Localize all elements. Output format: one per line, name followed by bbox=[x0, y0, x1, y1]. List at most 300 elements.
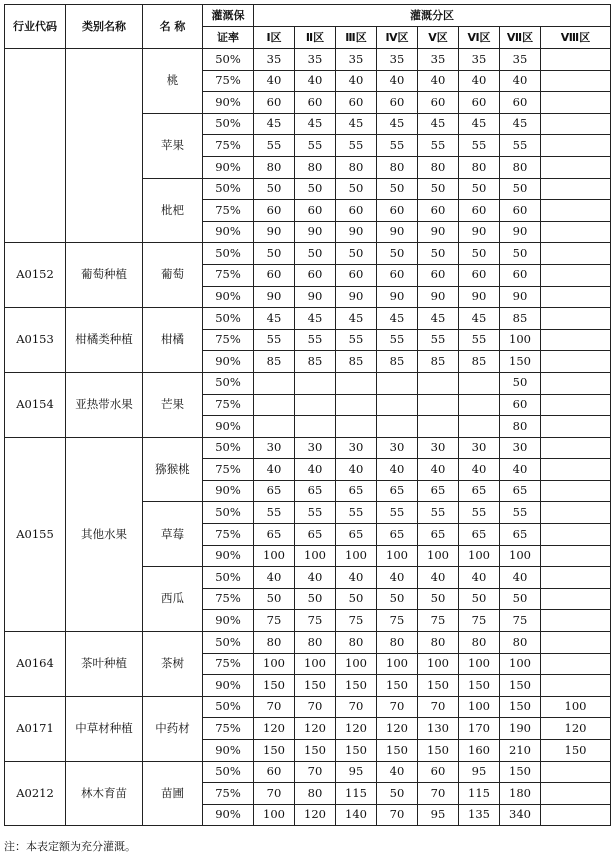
quota-value-zone-5: 65 bbox=[418, 480, 459, 502]
quota-value-zone-1: 85 bbox=[254, 351, 295, 373]
quota-value-zone-7: 40 bbox=[500, 70, 541, 92]
quota-value-zone-5: 50 bbox=[418, 588, 459, 610]
quota-value-zone-2: 60 bbox=[295, 264, 336, 286]
header-guarantee-bottom: 证率 bbox=[203, 27, 254, 49]
quota-value-zone-8 bbox=[541, 545, 611, 567]
quota-value-zone-2: 80 bbox=[295, 156, 336, 178]
quota-value-zone-1: 45 bbox=[254, 308, 295, 330]
crop-name: 枇杷 bbox=[143, 178, 203, 243]
quota-value-zone-8: 100 bbox=[541, 696, 611, 718]
quota-value-zone-1: 120 bbox=[254, 718, 295, 740]
quota-value-zone-7: 190 bbox=[500, 718, 541, 740]
quota-value-zone-6: 40 bbox=[459, 70, 500, 92]
quota-value-zone-1: 150 bbox=[254, 740, 295, 762]
crop-name: 葡萄 bbox=[143, 243, 203, 308]
quota-value-zone-4: 50 bbox=[377, 243, 418, 265]
guarantee-rate: 90% bbox=[203, 610, 254, 632]
quota-value-zone-3: 60 bbox=[336, 200, 377, 222]
guarantee-rate: 75% bbox=[203, 329, 254, 351]
quota-value-zone-2: 65 bbox=[295, 524, 336, 546]
quota-value-zone-2: 50 bbox=[295, 178, 336, 200]
quota-value-zone-2: 100 bbox=[295, 545, 336, 567]
quota-value-zone-1 bbox=[254, 372, 295, 394]
quota-value-zone-1: 60 bbox=[254, 200, 295, 222]
industry-code: A0152 bbox=[5, 243, 66, 308]
quota-value-zone-3: 50 bbox=[336, 178, 377, 200]
quota-value-zone-4: 35 bbox=[377, 49, 418, 71]
quota-value-zone-6: 55 bbox=[459, 329, 500, 351]
quota-value-zone-8 bbox=[541, 502, 611, 524]
quota-value-zone-2: 40 bbox=[295, 567, 336, 589]
quota-value-zone-8 bbox=[541, 92, 611, 114]
quota-value-zone-3: 55 bbox=[336, 135, 377, 157]
quota-value-zone-3: 90 bbox=[336, 221, 377, 243]
quota-value-zone-2: 90 bbox=[295, 286, 336, 308]
quota-value-zone-1: 100 bbox=[254, 653, 295, 675]
category-name: 其他水果 bbox=[66, 437, 143, 631]
quota-value-zone-7: 150 bbox=[500, 696, 541, 718]
quota-value-zone-5: 100 bbox=[418, 545, 459, 567]
category-name: 柑橘类种植 bbox=[66, 308, 143, 373]
quota-value-zone-1: 100 bbox=[254, 804, 295, 826]
quota-value-zone-6: 55 bbox=[459, 502, 500, 524]
quota-value-zone-8 bbox=[541, 49, 611, 71]
quota-value-zone-6: 90 bbox=[459, 286, 500, 308]
guarantee-rate: 50% bbox=[203, 632, 254, 654]
quota-value-zone-4: 150 bbox=[377, 740, 418, 762]
quota-value-zone-3: 65 bbox=[336, 524, 377, 546]
header-zone-7: Ⅶ区 bbox=[500, 27, 541, 49]
quota-value-zone-4: 40 bbox=[377, 70, 418, 92]
quota-value-zone-8 bbox=[541, 588, 611, 610]
quota-value-zone-1: 35 bbox=[254, 49, 295, 71]
table-row bbox=[5, 632, 611, 654]
quota-value-zone-8 bbox=[541, 394, 611, 416]
quota-value-zone-3: 120 bbox=[336, 718, 377, 740]
header-zone-6: Ⅵ区 bbox=[459, 27, 500, 49]
quota-value-zone-7: 100 bbox=[500, 545, 541, 567]
quota-value-zone-8 bbox=[541, 632, 611, 654]
quota-value-zone-5: 150 bbox=[418, 675, 459, 697]
quota-value-zone-3: 45 bbox=[336, 308, 377, 330]
quota-value-zone-5: 45 bbox=[418, 113, 459, 135]
quota-value-zone-8 bbox=[541, 675, 611, 697]
quota-value-zone-1: 70 bbox=[254, 783, 295, 805]
guarantee-rate: 50% bbox=[203, 243, 254, 265]
guarantee-rate: 50% bbox=[203, 113, 254, 135]
quota-value-zone-5: 45 bbox=[418, 308, 459, 330]
quota-value-zone-1: 50 bbox=[254, 588, 295, 610]
quota-value-zone-2: 120 bbox=[295, 718, 336, 740]
quota-value-zone-4 bbox=[377, 394, 418, 416]
guarantee-rate: 90% bbox=[203, 92, 254, 114]
quota-value-zone-6: 150 bbox=[459, 675, 500, 697]
quota-table-wrapper bbox=[4, 4, 611, 826]
category-name: 中草材种植 bbox=[66, 696, 143, 761]
industry-code: A0164 bbox=[5, 632, 66, 697]
quota-value-zone-8 bbox=[541, 135, 611, 157]
quota-value-zone-4: 30 bbox=[377, 437, 418, 459]
quota-value-zone-6 bbox=[459, 372, 500, 394]
quota-value-zone-7: 90 bbox=[500, 221, 541, 243]
guarantee-rate: 50% bbox=[203, 502, 254, 524]
quota-value-zone-8 bbox=[541, 243, 611, 265]
quota-value-zone-4: 40 bbox=[377, 459, 418, 481]
quota-value-zone-7: 340 bbox=[500, 804, 541, 826]
quota-value-zone-8 bbox=[541, 264, 611, 286]
guarantee-rate: 90% bbox=[203, 740, 254, 762]
crop-name: 中药材 bbox=[143, 696, 203, 761]
guarantee-rate: 75% bbox=[203, 264, 254, 286]
quota-value-zone-7: 50 bbox=[500, 178, 541, 200]
quota-value-zone-2: 75 bbox=[295, 610, 336, 632]
quota-value-zone-6: 170 bbox=[459, 718, 500, 740]
quota-value-zone-4: 50 bbox=[377, 783, 418, 805]
quota-value-zone-7: 180 bbox=[500, 783, 541, 805]
guarantee-rate: 50% bbox=[203, 372, 254, 394]
quota-value-zone-1: 40 bbox=[254, 459, 295, 481]
quota-value-zone-6: 75 bbox=[459, 610, 500, 632]
quota-value-zone-5: 60 bbox=[418, 92, 459, 114]
quota-value-zone-7: 45 bbox=[500, 113, 541, 135]
header-zone-2: Ⅱ区 bbox=[295, 27, 336, 49]
quota-value-zone-1: 80 bbox=[254, 156, 295, 178]
quota-value-zone-1: 150 bbox=[254, 675, 295, 697]
quota-value-zone-4: 45 bbox=[377, 113, 418, 135]
quota-value-zone-4: 100 bbox=[377, 653, 418, 675]
quota-value-zone-8 bbox=[541, 329, 611, 351]
quota-value-zone-4 bbox=[377, 416, 418, 438]
header-code: 行业代码 bbox=[5, 5, 66, 49]
quota-value-zone-6: 95 bbox=[459, 761, 500, 783]
quota-value-zone-7: 35 bbox=[500, 49, 541, 71]
header-guarantee-top: 灌溉保 bbox=[203, 5, 254, 27]
quota-value-zone-4: 80 bbox=[377, 156, 418, 178]
category-name: 茶叶种植 bbox=[66, 632, 143, 697]
guarantee-rate: 90% bbox=[203, 221, 254, 243]
quota-value-zone-1: 55 bbox=[254, 135, 295, 157]
quota-value-zone-6: 50 bbox=[459, 243, 500, 265]
quota-value-zone-1: 90 bbox=[254, 221, 295, 243]
quota-value-zone-7: 100 bbox=[500, 329, 541, 351]
header-zones-title: 灌溉分区 bbox=[254, 5, 611, 27]
quota-value-zone-3: 150 bbox=[336, 740, 377, 762]
quota-value-zone-5: 40 bbox=[418, 70, 459, 92]
category-name: 亚热带水果 bbox=[66, 372, 143, 437]
quota-value-zone-2 bbox=[295, 372, 336, 394]
quota-value-zone-5: 75 bbox=[418, 610, 459, 632]
quota-value-zone-5: 90 bbox=[418, 221, 459, 243]
guarantee-rate: 50% bbox=[203, 437, 254, 459]
quota-value-zone-7: 40 bbox=[500, 567, 541, 589]
quota-value-zone-3 bbox=[336, 416, 377, 438]
quota-value-zone-1: 60 bbox=[254, 92, 295, 114]
quota-value-zone-4: 60 bbox=[377, 200, 418, 222]
header-zone-5: Ⅴ区 bbox=[418, 27, 459, 49]
quota-value-zone-3: 140 bbox=[336, 804, 377, 826]
quota-value-zone-4: 50 bbox=[377, 178, 418, 200]
quota-value-zone-5: 150 bbox=[418, 740, 459, 762]
table-row bbox=[5, 372, 611, 394]
quota-value-zone-7: 80 bbox=[500, 632, 541, 654]
quota-value-zone-4: 120 bbox=[377, 718, 418, 740]
quota-value-zone-2: 70 bbox=[295, 696, 336, 718]
guarantee-rate: 75% bbox=[203, 70, 254, 92]
quota-value-zone-6: 45 bbox=[459, 113, 500, 135]
quota-value-zone-1: 45 bbox=[254, 113, 295, 135]
quota-value-zone-8 bbox=[541, 113, 611, 135]
quota-value-zone-1: 55 bbox=[254, 329, 295, 351]
category-name: 葡萄种植 bbox=[66, 243, 143, 308]
crop-name: 西瓜 bbox=[143, 567, 203, 632]
quota-value-zone-7: 50 bbox=[500, 588, 541, 610]
quota-value-zone-8 bbox=[541, 783, 611, 805]
quota-value-zone-8 bbox=[541, 308, 611, 330]
category-name bbox=[66, 49, 143, 243]
quota-value-zone-7: 55 bbox=[500, 135, 541, 157]
header-zone-8: Ⅷ区 bbox=[541, 27, 611, 49]
quota-value-zone-6: 160 bbox=[459, 740, 500, 762]
crop-name: 草莓 bbox=[143, 502, 203, 567]
quota-value-zone-5: 70 bbox=[418, 696, 459, 718]
quota-value-zone-6: 80 bbox=[459, 632, 500, 654]
quota-value-zone-5 bbox=[418, 394, 459, 416]
quota-value-zone-4: 150 bbox=[377, 675, 418, 697]
quota-value-zone-5: 95 bbox=[418, 804, 459, 826]
quota-value-zone-8 bbox=[541, 351, 611, 373]
quota-value-zone-2: 120 bbox=[295, 804, 336, 826]
quota-value-zone-7: 30 bbox=[500, 437, 541, 459]
quota-value-zone-8 bbox=[541, 480, 611, 502]
crop-name: 苗圃 bbox=[143, 761, 203, 826]
quota-value-zone-6: 100 bbox=[459, 653, 500, 675]
industry-code: A0154 bbox=[5, 372, 66, 437]
quota-value-zone-5: 55 bbox=[418, 329, 459, 351]
quota-value-zone-4: 40 bbox=[377, 761, 418, 783]
quota-value-zone-5: 55 bbox=[418, 502, 459, 524]
quota-value-zone-2: 80 bbox=[295, 632, 336, 654]
table-row bbox=[5, 696, 611, 718]
quota-value-zone-3: 60 bbox=[336, 92, 377, 114]
quota-value-zone-4: 55 bbox=[377, 502, 418, 524]
quota-value-zone-3 bbox=[336, 394, 377, 416]
quota-value-zone-6 bbox=[459, 416, 500, 438]
quota-value-zone-8 bbox=[541, 178, 611, 200]
quota-value-zone-7: 150 bbox=[500, 351, 541, 373]
table-row bbox=[5, 308, 611, 330]
quota-value-zone-2: 85 bbox=[295, 351, 336, 373]
quota-value-zone-8 bbox=[541, 70, 611, 92]
guarantee-rate: 50% bbox=[203, 49, 254, 71]
industry-code: A0171 bbox=[5, 696, 66, 761]
quota-value-zone-5 bbox=[418, 416, 459, 438]
quota-value-zone-3: 35 bbox=[336, 49, 377, 71]
quota-value-zone-8 bbox=[541, 286, 611, 308]
quota-value-zone-7: 50 bbox=[500, 243, 541, 265]
industry-code: A0212 bbox=[5, 761, 66, 826]
quota-value-zone-4: 50 bbox=[377, 588, 418, 610]
quota-value-zone-3: 60 bbox=[336, 264, 377, 286]
quota-value-zone-5: 40 bbox=[418, 459, 459, 481]
quota-value-zone-6: 40 bbox=[459, 567, 500, 589]
quota-value-zone-6: 50 bbox=[459, 178, 500, 200]
quota-value-zone-1: 30 bbox=[254, 437, 295, 459]
quota-value-zone-8 bbox=[541, 524, 611, 546]
category-name: 林木育苗 bbox=[66, 761, 143, 826]
quota-value-zone-2: 50 bbox=[295, 588, 336, 610]
quota-value-zone-4: 100 bbox=[377, 545, 418, 567]
quota-value-zone-2: 90 bbox=[295, 221, 336, 243]
quota-value-zone-2: 65 bbox=[295, 480, 336, 502]
quota-value-zone-7: 65 bbox=[500, 480, 541, 502]
quota-value-zone-6: 40 bbox=[459, 459, 500, 481]
quota-value-zone-5: 70 bbox=[418, 783, 459, 805]
quota-value-zone-3: 100 bbox=[336, 653, 377, 675]
quota-value-zone-5: 100 bbox=[418, 653, 459, 675]
quota-value-zone-1: 65 bbox=[254, 480, 295, 502]
quota-value-zone-3: 50 bbox=[336, 588, 377, 610]
guarantee-rate: 90% bbox=[203, 480, 254, 502]
guarantee-rate: 90% bbox=[203, 351, 254, 373]
quota-value-zone-6: 35 bbox=[459, 49, 500, 71]
guarantee-rate: 90% bbox=[203, 156, 254, 178]
quota-value-zone-7: 60 bbox=[500, 92, 541, 114]
quota-value-zone-3: 95 bbox=[336, 761, 377, 783]
quota-value-zone-5: 60 bbox=[418, 761, 459, 783]
quota-value-zone-5: 40 bbox=[418, 567, 459, 589]
quota-value-zone-6 bbox=[459, 394, 500, 416]
quota-value-zone-4: 45 bbox=[377, 308, 418, 330]
guarantee-rate: 50% bbox=[203, 696, 254, 718]
quota-value-zone-5: 130 bbox=[418, 718, 459, 740]
guarantee-rate: 75% bbox=[203, 394, 254, 416]
quota-value-zone-6: 45 bbox=[459, 308, 500, 330]
header-category: 类别名称 bbox=[66, 5, 143, 49]
quota-value-zone-1 bbox=[254, 416, 295, 438]
quota-value-zone-4: 55 bbox=[377, 329, 418, 351]
quota-value-zone-8: 120 bbox=[541, 718, 611, 740]
quota-value-zone-6: 65 bbox=[459, 524, 500, 546]
guarantee-rate: 50% bbox=[203, 567, 254, 589]
quota-value-zone-6: 85 bbox=[459, 351, 500, 373]
quota-value-zone-8 bbox=[541, 610, 611, 632]
quota-value-zone-2: 40 bbox=[295, 70, 336, 92]
quota-value-zone-5: 80 bbox=[418, 156, 459, 178]
quota-value-zone-3: 85 bbox=[336, 351, 377, 373]
quota-value-zone-2: 80 bbox=[295, 783, 336, 805]
quota-value-zone-7: 75 bbox=[500, 610, 541, 632]
quota-value-zone-3: 70 bbox=[336, 696, 377, 718]
quota-value-zone-7: 80 bbox=[500, 156, 541, 178]
quota-value-zone-5 bbox=[418, 372, 459, 394]
guarantee-rate: 50% bbox=[203, 308, 254, 330]
quota-value-zone-8 bbox=[541, 567, 611, 589]
guarantee-rate: 90% bbox=[203, 416, 254, 438]
quota-value-zone-4 bbox=[377, 372, 418, 394]
quota-value-zone-6: 50 bbox=[459, 588, 500, 610]
guarantee-rate: 75% bbox=[203, 653, 254, 675]
crop-name: 苹果 bbox=[143, 113, 203, 178]
guarantee-rate: 75% bbox=[203, 588, 254, 610]
quota-value-zone-3: 40 bbox=[336, 567, 377, 589]
guarantee-rate: 75% bbox=[203, 718, 254, 740]
quota-value-zone-1: 70 bbox=[254, 696, 295, 718]
quota-value-zone-6: 90 bbox=[459, 221, 500, 243]
quota-value-zone-2: 60 bbox=[295, 92, 336, 114]
quota-value-zone-3: 80 bbox=[336, 156, 377, 178]
quota-value-zone-4: 90 bbox=[377, 221, 418, 243]
quota-value-zone-8 bbox=[541, 372, 611, 394]
table-header bbox=[5, 5, 611, 49]
quota-value-zone-5: 90 bbox=[418, 286, 459, 308]
quota-value-zone-5: 35 bbox=[418, 49, 459, 71]
quota-value-zone-5: 50 bbox=[418, 243, 459, 265]
quota-value-zone-7: 100 bbox=[500, 653, 541, 675]
crop-name: 茶树 bbox=[143, 632, 203, 697]
crop-name: 柑橘 bbox=[143, 308, 203, 373]
quota-value-zone-1: 50 bbox=[254, 178, 295, 200]
quota-value-zone-6: 60 bbox=[459, 264, 500, 286]
header-zone-1: Ⅰ区 bbox=[254, 27, 295, 49]
guarantee-rate: 90% bbox=[203, 675, 254, 697]
quota-value-zone-4: 90 bbox=[377, 286, 418, 308]
quota-value-zone-3: 75 bbox=[336, 610, 377, 632]
quota-value-zone-4: 70 bbox=[377, 696, 418, 718]
quota-value-zone-4: 60 bbox=[377, 92, 418, 114]
guarantee-rate: 75% bbox=[203, 459, 254, 481]
quota-value-zone-7: 90 bbox=[500, 286, 541, 308]
quota-value-zone-2: 100 bbox=[295, 653, 336, 675]
quota-value-zone-1: 90 bbox=[254, 286, 295, 308]
industry-code: A0153 bbox=[5, 308, 66, 373]
quota-value-zone-5: 60 bbox=[418, 200, 459, 222]
header-zone-4: Ⅳ区 bbox=[377, 27, 418, 49]
quota-value-zone-2: 45 bbox=[295, 308, 336, 330]
quota-value-zone-7: 55 bbox=[500, 502, 541, 524]
quota-value-zone-7: 60 bbox=[500, 264, 541, 286]
quota-value-zone-2: 40 bbox=[295, 459, 336, 481]
quota-value-zone-5: 80 bbox=[418, 632, 459, 654]
quota-value-zone-1 bbox=[254, 394, 295, 416]
quota-value-zone-3: 45 bbox=[336, 113, 377, 135]
table-row bbox=[5, 437, 611, 459]
quota-value-zone-6: 65 bbox=[459, 480, 500, 502]
quota-value-zone-2: 55 bbox=[295, 135, 336, 157]
quota-value-zone-8 bbox=[541, 653, 611, 675]
quota-value-zone-7: 65 bbox=[500, 524, 541, 546]
quota-value-zone-6: 100 bbox=[459, 545, 500, 567]
quota-value-zone-4: 85 bbox=[377, 351, 418, 373]
quota-value-zone-1: 55 bbox=[254, 502, 295, 524]
quota-value-zone-3: 65 bbox=[336, 480, 377, 502]
quota-value-zone-7: 210 bbox=[500, 740, 541, 762]
quota-value-zone-7: 40 bbox=[500, 459, 541, 481]
quota-value-zone-8 bbox=[541, 804, 611, 826]
quota-value-zone-3: 55 bbox=[336, 329, 377, 351]
table-row bbox=[5, 49, 611, 71]
quota-value-zone-5: 60 bbox=[418, 264, 459, 286]
quota-value-zone-8 bbox=[541, 437, 611, 459]
quota-value-zone-2: 60 bbox=[295, 200, 336, 222]
quota-value-zone-5: 55 bbox=[418, 135, 459, 157]
quota-value-zone-4: 65 bbox=[377, 524, 418, 546]
quota-value-zone-5: 85 bbox=[418, 351, 459, 373]
quota-value-zone-1: 65 bbox=[254, 524, 295, 546]
quota-value-zone-4: 60 bbox=[377, 264, 418, 286]
quota-value-zone-2: 150 bbox=[295, 675, 336, 697]
guarantee-rate: 90% bbox=[203, 804, 254, 826]
quota-value-zone-4: 40 bbox=[377, 567, 418, 589]
